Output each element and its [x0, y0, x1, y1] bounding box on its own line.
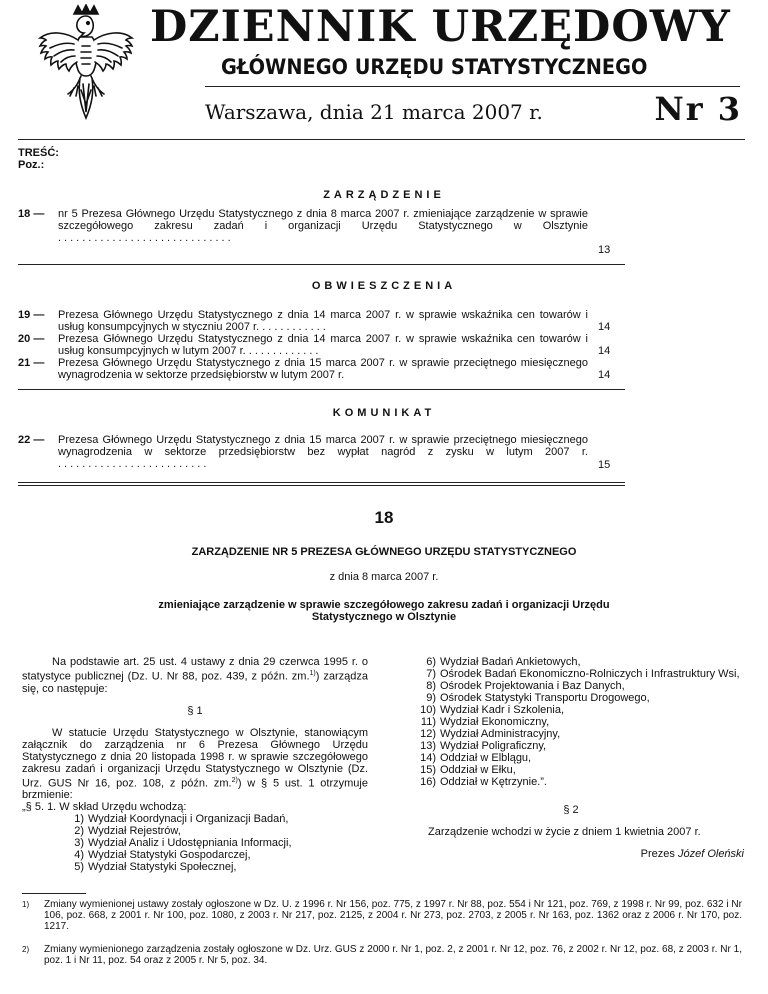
- unit-name: Wydział Ekonomiczny,: [440, 716, 550, 728]
- unit-item: [412, 728, 744, 740]
- toc-item-text[interactable]: Prezesa Głównego Urzędu Statystycznego z dnia 14 marca 2007 r. w sprawie wskaźnika cen towarów i usług konsumpcyjnych w styczniu 2007 r. ...........: [58, 309, 588, 333]
- signer-role: Prezes: [640, 848, 675, 860]
- toc-poz-label: Poz.:: [18, 159, 45, 171]
- units-list: [22, 813, 368, 873]
- toc-section-heading: OBWIESZCZENIA: [311, 280, 457, 292]
- right-column: [398, 656, 744, 860]
- unit-number: 4): [74, 849, 84, 862]
- issue-number: Nr 3: [654, 90, 742, 128]
- unit-number: 10): [420, 704, 436, 716]
- toc-section-heading: KOMUNIKAT: [332, 407, 436, 419]
- unit-item: [412, 656, 744, 668]
- paragraph-text: Zarządzenie wchodzi w życie z dniem 1 kwietnia 2007 r.: [428, 826, 701, 838]
- unit-item: [412, 680, 744, 692]
- toc-item-page: 15: [598, 459, 611, 471]
- footnote-text: Zmiany wymienionej ustawy zostały ogłoszone w Dz. U. z 1996 r. Nr 156, poz. 775, z 1997 r. Nr 88, poz. 554 i Nr 121, poz. 769, z 1998 r. Nr 99, poz. 632 i Nr 106, poz. 668, z 2001 r. Nr 100, poz. 1080, z 2003 r. Nr 217, poz. 2125, z 2004 r. Nr 273, poz. 2703, z 2005 r. Nr 163, poz. 1362 oraz z 2006 r. Nr 170, poz. 1217.: [44, 899, 742, 932]
- toc-item-page: 14: [598, 345, 611, 357]
- toc-item-number: 19 —: [18, 309, 45, 321]
- toc-section-heading: ZARZĄDZENIE: [323, 189, 445, 201]
- unit-number: 11): [420, 716, 436, 728]
- footnote: [22, 899, 742, 932]
- unit-name: Oddział w Elblągu,: [440, 752, 532, 764]
- unit-item: [412, 752, 744, 764]
- unit-name: Ośrodek Badań Ekonomiczno-Rolniczych i Infrastruktury Wsi,: [440, 668, 740, 680]
- toc-item-page: 14: [598, 321, 611, 333]
- toc-label: TREŚĆ:: [18, 147, 59, 159]
- toc-item-number: 18 —: [18, 208, 45, 220]
- toc-divider: [18, 389, 625, 390]
- unit-name: Wydział Koordynacji i Organizacji Badań,: [88, 813, 289, 826]
- unit-name: Wydział Rejestrów,: [88, 825, 181, 838]
- unit-number: 3): [74, 837, 84, 850]
- unit-number: 2): [74, 825, 84, 838]
- masthead-rule: [205, 86, 740, 87]
- toc-item-page: 14: [598, 369, 611, 381]
- footnote: [22, 944, 742, 966]
- unit-item: [412, 740, 744, 752]
- unit-number: 8): [426, 680, 436, 692]
- unit-number: 12): [420, 728, 436, 740]
- unit-item: [412, 668, 744, 680]
- paragraph-text: W statucie Urzędu Statystycznego w Olsztynie, stanowiącym załącznik do zarządzenia nr 6 Prezesa Głównego Urzędu Statystycznego z dnia 20 listopada 1998 r. w sprawie szczegółowego zakresu zadań i organizacji Urzędu Statystycznego w Olsztynie (Dz. Urz. GUS Nr 16, poz. 108, z późn. zm.$^{2)}$) w § 5 ust. 1 otrzymuje brzmienie:: [22, 726, 368, 802]
- unit-name: Ośrodek Statystyki Transportu Drogowego,: [440, 692, 650, 704]
- unit-item: [60, 849, 368, 861]
- preamble: Na podstawie art. 25 ust. 4 ustawy z dnia 29 czerwca 1995 r. o statystyce publicznej (Dz. U. Nr 88, poz. 439, z późn. zm.$^{1)}$) zarządza się, co następuje:: [22, 656, 368, 695]
- issue-date: Warszawa, dnia 21 marca 2007 r.: [205, 100, 543, 124]
- toc-item-text[interactable]: nr 5 Prezesa Głównego Urzędu Statystycznego z dnia 8 marca 2007 r. zmieniające zarządzenie w sprawie szczegółowego zakresu zadań i organizacji Urzędu Statystycznego w Olsztynie .............................: [58, 208, 588, 244]
- unit-name: Wydział Statystyki Gospodarczej,: [88, 849, 251, 862]
- unit-number: 16): [420, 776, 436, 788]
- unit-number: 5): [74, 861, 84, 874]
- regulation-number: 18: [374, 508, 394, 527]
- unit-number: 14): [420, 752, 436, 764]
- unit-number: 7): [426, 668, 436, 680]
- unit-item: [412, 764, 744, 776]
- unit-item: [60, 825, 368, 837]
- masthead-bottom-rule: [18, 139, 745, 140]
- left-column: [22, 656, 368, 873]
- unit-number: 15): [420, 764, 436, 776]
- footnote-text: Zmiany wymienionego zarządzenia zostały ogłoszone w Dz. Urz. GUS z 2000 r. Nr 1, poz. 2, z 2001 r. Nr 12, poz. 76, z 2002 r. Nr 12, poz. 68, z 2003 r. Nr 1, poz. 1 i Nr 11, poz. 54 oraz z 2005 r. Nr 5, poz. 34.: [44, 944, 742, 966]
- toc-item-text[interactable]: Prezesa Głównego Urzędu Statystycznego z dnia 15 marca 2007 r. w sprawie przeciętnego miesięcznego wynagrodzenia w sektorze przedsiębiorstw bez wypłat nagród z zysku w lutym 2007 r. .........................: [58, 434, 588, 470]
- toc-item-page: 13: [598, 244, 611, 256]
- footnote-mark: 2): [22, 945, 30, 954]
- unit-number: 13): [420, 740, 436, 752]
- footnote-mark: 1): [22, 900, 30, 909]
- footnote-rule: [22, 893, 86, 894]
- unit-name: Wydział Badań Ankietowych,: [440, 656, 581, 668]
- unit-name: Wydział Statystyki Społecznej,: [88, 861, 237, 874]
- unit-item: [60, 837, 368, 849]
- journal-subtitle: GŁÓWNEGO URZĘDU STATYSTYCZNEGO: [221, 55, 648, 79]
- toc-item-text[interactable]: Prezesa Głównego Urzędu Statystycznego z dnia 15 marca 2007 r. w sprawie przeciętnego miesięcznego wynagrodzenia w sektorze przedsiębiorstw w lutym 2007 r.: [58, 357, 588, 381]
- unit-name: Oddział w Kętrzynie.”.: [440, 776, 547, 788]
- unit-item: [412, 776, 744, 788]
- unit-name: Ośrodek Projektowania i Baz Danych,: [440, 680, 625, 692]
- polish-eagle-emblem: [36, 4, 136, 122]
- regulation-title: ZARZĄDZENIE NR 5 PREZESA GŁÓWNEGO URZĘDU STATYSTYCZNEGO: [191, 546, 577, 558]
- unit-number: 6): [426, 656, 436, 668]
- unit-number: 9): [426, 692, 436, 704]
- toc-item-number: 22 —: [18, 434, 45, 446]
- unit-name: Wydział Analiz i Udostępniania Informacji,: [88, 837, 292, 850]
- unit-item: [412, 716, 744, 728]
- regulation-date: z dnia 8 marca 2007 r.: [329, 571, 439, 583]
- unit-item: [412, 704, 744, 716]
- signature: [398, 848, 744, 860]
- journal-title: DZIENNIK URZĘDOWY: [150, 2, 731, 52]
- quoted-provision: „§ 5. 1. W skład Urzędu wchodzą:: [22, 801, 187, 814]
- unit-item: [412, 692, 744, 704]
- paragraph-symbol: § 1: [187, 704, 203, 717]
- toc-divider: [18, 264, 625, 265]
- units-list: [398, 656, 744, 788]
- paragraph-symbol: § 2: [563, 804, 579, 816]
- toc-end-double-rule: [18, 482, 625, 486]
- toc-item-text[interactable]: Prezesa Głównego Urzędu Statystycznego z dnia 14 marca 2007 r. w sprawie wskaźnika cen towarów i usług konsumpcyjnych w lutym 2007 r. ............: [58, 333, 588, 357]
- toc-item-number: 21 —: [18, 357, 45, 369]
- unit-name: Wydział Kadr i Szkolenia,: [440, 704, 565, 716]
- unit-number: 1): [74, 813, 84, 826]
- unit-name: Wydział Poligraficzny,: [440, 740, 547, 752]
- regulation-subject: zmieniające zarządzenie w sprawie szczegółowego zakresu zadań i organizacji Urzędu Statystycznego w Olsztynie: [158, 599, 610, 623]
- unit-name: Wydział Administracyjny,: [440, 728, 561, 740]
- unit-item: [60, 861, 368, 873]
- signer-name: Józef Oleński: [677, 848, 744, 860]
- unit-item: [60, 813, 368, 825]
- unit-name: Oddział w Ełku,: [440, 764, 516, 776]
- toc-item-number: 20 —: [18, 333, 45, 345]
